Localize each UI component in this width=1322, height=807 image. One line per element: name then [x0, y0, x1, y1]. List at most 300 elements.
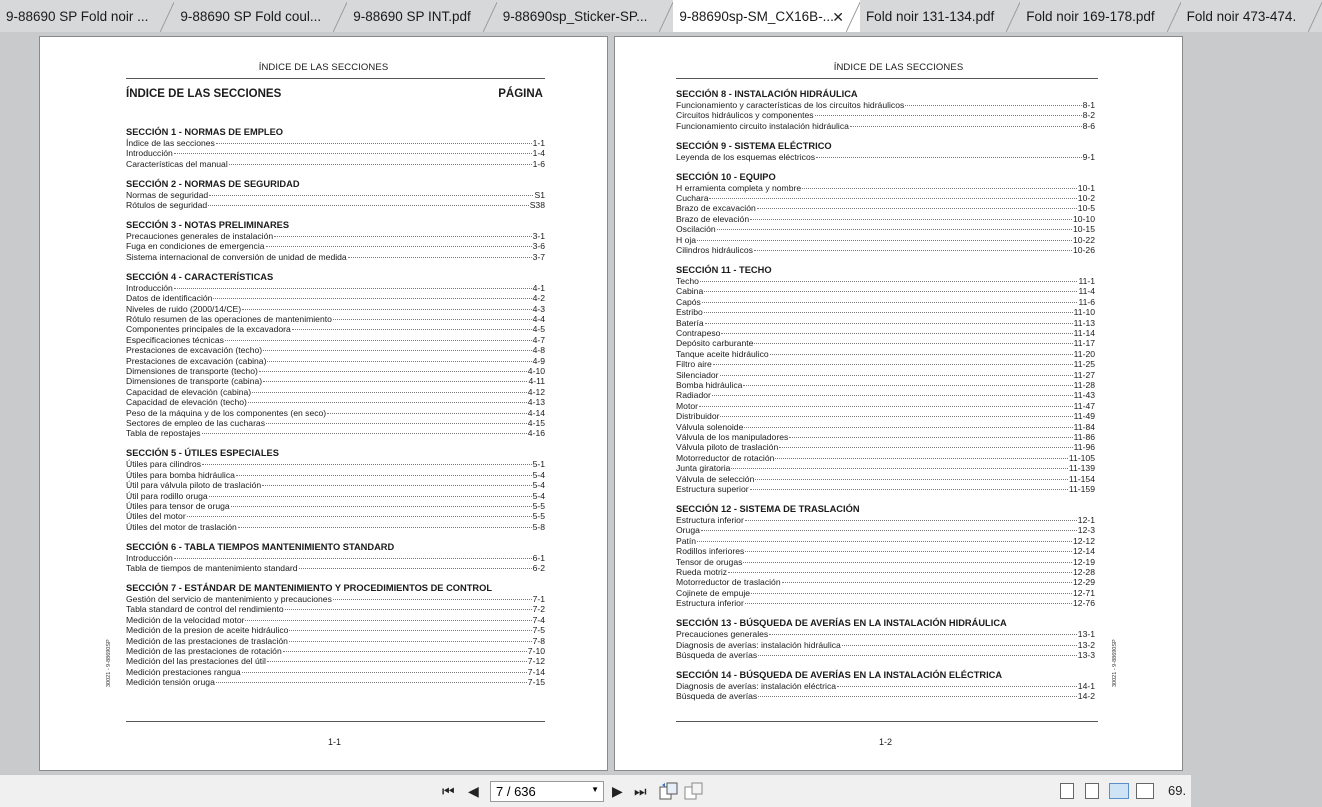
toc-entry-label: Búsqueda de averías — [676, 691, 758, 702]
first-page-icon[interactable]: ⏮ — [442, 783, 455, 799]
dot-leader — [299, 568, 532, 569]
toc-entry — [676, 307, 1095, 317]
toc-entry-page: S1 — [534, 189, 545, 200]
toc-entry — [676, 401, 1095, 411]
tab-1[interactable] — [174, 0, 347, 32]
dot-leader — [348, 257, 532, 258]
tab-label: 9-88690 SP Fold noir ... — [6, 8, 149, 24]
toc-entry-label: Estructura inferior — [676, 598, 744, 609]
dot-leader — [697, 541, 1072, 542]
toc-entry — [676, 297, 1095, 307]
toc-entry-page: 7-5 — [532, 625, 545, 636]
toc-entry-label: Componentes principales de la excavadora — [126, 324, 291, 335]
toc-entry-page: 6-2 — [532, 563, 545, 574]
toc-entry — [676, 411, 1095, 421]
tab-label: Fold noir 473-474. — [1186, 8, 1297, 24]
table-of-contents — [676, 88, 1095, 710]
toc-entry-page: 7-15 — [527, 677, 545, 688]
section-title: SECCIÓN 6 - TABLA TIEMPOS MANTENIMIENTO STANDARD — [126, 541, 395, 552]
header-rule — [126, 78, 545, 79]
dot-leader — [713, 364, 1073, 365]
toc-entry-page: 11-154 — [1068, 473, 1095, 484]
toc-entry — [676, 463, 1095, 473]
dot-leader — [213, 298, 531, 299]
toc-entry — [676, 245, 1095, 255]
dot-leader — [225, 340, 532, 341]
dot-leader — [755, 479, 1068, 480]
dot-leader — [717, 229, 1072, 230]
toc-entry-label: Batería — [676, 317, 704, 328]
toc-entry — [676, 442, 1095, 452]
toc-entry-page: 10-22 — [1073, 234, 1095, 245]
toc-entry — [126, 470, 545, 480]
toc-entry-page: 11-27 — [1073, 369, 1095, 380]
chevron-down-icon: ▼ — [591, 785, 599, 794]
toc-section — [126, 178, 545, 211]
toc-entry-label: Cilindros hidráulicos — [676, 245, 753, 256]
dot-leader — [259, 371, 527, 372]
toc-entry-page: 4-8 — [532, 345, 545, 356]
document-viewer[interactable] — [0, 33, 1191, 774]
toc-entry-label: Dimensiones de transporte (techo) — [126, 366, 258, 376]
dot-leader — [209, 496, 532, 497]
toc-entry-page: 1-6 — [532, 158, 545, 169]
toc-entry-page: 11-17 — [1073, 338, 1095, 349]
section-title: SECCIÓN 8 - INSTALACIÓN HIDRÁULICA — [676, 89, 858, 99]
section-title: SECCIÓN 4 - CARACTERÍSTICAS — [126, 271, 274, 282]
toc-entry — [676, 110, 1095, 120]
toc-section — [676, 669, 1095, 702]
toc-entry-label: Depósito carburante — [676, 338, 754, 349]
pdf-page-left — [39, 36, 608, 771]
toc-entry-page: 11-159 — [1068, 484, 1095, 495]
toc-entry-label: Medición tensión oruga — [126, 677, 215, 688]
tab-7[interactable] — [1181, 0, 1322, 32]
toc-entry — [676, 359, 1095, 369]
dot-leader — [700, 281, 1078, 282]
dot-leader — [229, 164, 532, 165]
toc-section — [676, 264, 1095, 495]
toc-entry-page: 11-86 — [1073, 432, 1095, 443]
toc-entry-page: 12-29 — [1073, 577, 1095, 588]
zoom-level[interactable]: 69. — [1168, 783, 1187, 798]
section-title: SECCIÓN 13 - BÚSQUEDA DE AVERÍAS EN LA INSTALACIÓN HIDRÁULICA — [676, 618, 1007, 629]
toc-entry-label: Cojinete de empuje — [676, 587, 751, 598]
toc-entry-label: Útiles del motor de traslación — [126, 521, 237, 532]
two-page-continuous-view-icon[interactable] — [1136, 783, 1154, 799]
tab-0[interactable] — [0, 0, 174, 32]
section-title: SECCIÓN 1 - NORMAS DE EMPLEO — [126, 127, 284, 137]
toc-entry — [126, 636, 545, 646]
dot-leader — [289, 630, 531, 631]
toc-entry-label: Útiles para cilindros — [126, 459, 201, 470]
toc-entry — [126, 418, 545, 428]
dot-leader — [327, 413, 527, 414]
toc-entry — [126, 501, 545, 511]
toc-entry-page: 12-14 — [1073, 546, 1095, 557]
page-number-select[interactable] — [490, 781, 604, 802]
dot-leader — [720, 416, 1072, 417]
toc-entry-page: 1-1 — [532, 138, 545, 148]
toc-entry-page: 4-9 — [532, 355, 545, 366]
dot-leader — [262, 485, 531, 486]
toc-entry-label: Introducción — [126, 552, 173, 563]
toc-entry — [126, 459, 545, 469]
toc-entry — [126, 335, 545, 345]
toc-entry — [126, 656, 545, 666]
dot-leader — [231, 506, 532, 507]
toc-entry-page: 3-1 — [532, 231, 545, 242]
toc-entry — [126, 553, 545, 563]
toc-entry — [676, 474, 1095, 484]
toc-entry-label: Capacidad de elevación (techo) — [126, 397, 247, 408]
toc-entry — [676, 235, 1095, 245]
toc-entry — [676, 422, 1095, 432]
dot-leader — [208, 205, 528, 206]
toc-entry-page: 11-6 — [1078, 296, 1095, 307]
dot-leader — [728, 572, 1072, 573]
toc-entry — [126, 677, 545, 687]
toc-entry-page: 11-84 — [1073, 421, 1095, 432]
dot-leader — [174, 153, 532, 154]
toc-entry-page: 7-12 — [527, 656, 545, 667]
toc-entry — [676, 390, 1095, 400]
fit-page-icon[interactable] — [684, 782, 704, 800]
toc-entry-label: Diagnosis de averías: instalación eléctrica — [676, 680, 837, 691]
toc-entry — [126, 283, 545, 293]
dot-leader — [266, 423, 527, 424]
toc-entry-page: 8-2 — [1082, 110, 1095, 121]
toc-entry-page: 7-8 — [532, 635, 545, 646]
toc-entry-label: Búsqueda de averías — [676, 649, 758, 660]
toc-entry — [126, 376, 545, 386]
tab-2[interactable] — [347, 0, 497, 32]
toc-entry — [676, 349, 1095, 359]
toc-entry-page: 5-8 — [532, 521, 545, 532]
dot-leader — [267, 361, 531, 362]
dot-leader — [743, 562, 1072, 563]
dot-leader — [292, 329, 532, 330]
section-title: SECCIÓN 7 - ESTÁNDAR DE MANTENIMIENTO Y PROCEDIMIENTOS DE CONTROL — [126, 583, 493, 593]
toc-entry-label: H erramienta completa y nombre — [676, 182, 802, 193]
toc-entry-page: 8-1 — [1082, 100, 1095, 110]
toc-entry-page: 12-76 — [1073, 598, 1095, 609]
next-page-icon[interactable]: ▶ — [612, 783, 623, 799]
dot-leader — [202, 464, 532, 465]
toc-entry-page: 10-10 — [1073, 213, 1095, 224]
toc-entry-page: 3-6 — [532, 241, 545, 252]
toc-entry — [126, 231, 545, 241]
toc-entry-label: Cuchara — [676, 193, 709, 204]
dot-leader — [720, 375, 1073, 376]
toc-entry-page: 4-14 — [527, 407, 545, 418]
rotate-view-icon[interactable] — [659, 782, 679, 800]
tab-bar — [0, 0, 1297, 32]
toc-section — [676, 140, 1095, 162]
two-page-view-icon[interactable] — [1109, 783, 1129, 799]
toc-entry-page: 5-5 — [532, 511, 545, 522]
toc-entry-label: Útiles para tensor de oruga — [126, 500, 230, 511]
toc-entry-page: 11-20 — [1073, 348, 1095, 359]
toc-entry — [676, 588, 1095, 598]
toc-section — [126, 126, 545, 169]
toc-entry — [126, 314, 545, 324]
toc-entry-page: 4-4 — [532, 313, 545, 324]
dot-leader — [704, 312, 1073, 313]
toc-entry — [676, 598, 1095, 608]
toc-entry-label: Útiles para bomba hidráulica — [126, 469, 235, 480]
tab-3[interactable] — [497, 0, 674, 32]
toc-entry — [676, 121, 1095, 131]
toc-entry-label: Rótulos de seguridad — [126, 200, 208, 211]
continuous-view-icon[interactable] — [1085, 783, 1099, 799]
toc-entry-label: Brazo de excavación — [676, 203, 756, 214]
toc-entry — [126, 667, 545, 677]
dot-leader — [815, 115, 1082, 116]
toc-entry-label: Silenciador — [676, 369, 719, 380]
toc-entry-label: Útil para rodillo oruga — [126, 490, 208, 501]
toc-entry — [126, 563, 545, 573]
toc-entry-page: 14-1 — [1077, 680, 1095, 691]
toc-section — [126, 582, 545, 688]
toc-entry-page: 7-1 — [532, 594, 545, 604]
toc-entry — [126, 625, 545, 635]
toc-entry-label: Introducción — [126, 282, 173, 293]
tab-label: 9-88690sp_Sticker-SP... — [502, 8, 648, 24]
toc-entry — [126, 138, 545, 148]
toc-entry-label: Junta giratoria — [676, 463, 731, 474]
dot-leader — [216, 143, 532, 144]
page-footer-number: 1-2 — [879, 737, 893, 747]
toc-entry-page: 4-10 — [527, 366, 545, 376]
dot-leader — [283, 651, 527, 652]
page-footer-number: 1-1 — [328, 737, 342, 747]
dot-leader — [750, 219, 1072, 220]
toc-entry — [126, 304, 545, 314]
toc-entry — [126, 397, 545, 407]
toc-entry-label: Estribo — [676, 307, 703, 318]
toc-entry — [126, 604, 545, 614]
tab-6[interactable] — [1020, 0, 1180, 32]
running-head: ÍNDICE DE LAS SECCIONES — [833, 62, 964, 73]
dot-leader — [754, 343, 1072, 344]
toc-entry — [676, 681, 1095, 691]
toc-entry-page: 4-1 — [532, 282, 545, 293]
dot-leader — [712, 395, 1073, 396]
dot-leader — [757, 208, 1077, 209]
toc-entry-label: Patín — [676, 535, 697, 546]
dot-leader — [816, 157, 1082, 158]
toc-entry-label: Prestaciones de excavación (cabina) — [126, 355, 267, 366]
toc-section — [676, 88, 1095, 131]
prev-page-icon[interactable]: ◀ — [468, 783, 479, 799]
toc-entry-page: 12-12 — [1073, 535, 1095, 546]
toc-entry — [676, 193, 1095, 203]
dot-leader — [216, 682, 527, 683]
toc-entry-page: 7-14 — [527, 666, 545, 677]
toc-entry-label: Dimensiones de transporte (cabina) — [126, 376, 263, 387]
dot-leader — [769, 634, 1077, 635]
section-title: SECCIÓN 14 - BÚSQUEDA DE AVERÍAS EN LA INSTALACIÓN ELÉCTRICA — [676, 669, 1003, 680]
toc-entry-page: 4-13 — [527, 397, 545, 408]
toc-section — [126, 271, 545, 439]
dot-leader — [745, 551, 1072, 552]
toc-entry — [126, 387, 545, 397]
dot-leader — [702, 302, 1078, 303]
section-title: SECCIÓN 10 - EQUIPO — [676, 171, 776, 182]
toc-entry-label: Introducción — [126, 148, 173, 159]
toc-entry — [676, 650, 1095, 660]
toc-entry — [676, 536, 1095, 546]
toc-entry-label: Tabla de tiempos de mantenimiento standard — [126, 563, 298, 574]
toc-entry-label: Tabla standard de control del rendimiento — [126, 604, 284, 615]
dot-leader — [731, 468, 1067, 469]
toc-entry-page: 12-19 — [1073, 556, 1095, 567]
single-page-view-icon[interactable] — [1060, 783, 1074, 799]
dot-leader — [174, 288, 532, 289]
dot-leader — [745, 603, 1072, 604]
toc-entry-label: Leyenda de los esquemas eléctricos — [676, 151, 816, 162]
toc-entry-label: Precauciones generales de instalación — [126, 231, 274, 242]
toc-entry-page: 4-12 — [527, 386, 545, 397]
toc-entry-label: Capós — [676, 296, 701, 307]
dot-leader — [248, 402, 527, 403]
dot-leader — [837, 686, 1077, 687]
toc-entry — [676, 515, 1095, 525]
toc-entry — [676, 432, 1095, 442]
toc-entry-page: 6-1 — [532, 552, 545, 563]
tab-5[interactable] — [860, 0, 1020, 32]
toc-entry-label: Circuitos hidráulicos y componentes — [676, 110, 814, 121]
toc-entry-label: Niveles de ruido (2000/14/CE) — [126, 303, 242, 314]
toc-entry-page: 5-5 — [532, 500, 545, 511]
dot-leader — [789, 437, 1072, 438]
dot-leader — [850, 126, 1082, 127]
toc-entry-page: 11-4 — [1078, 286, 1095, 297]
dot-leader — [333, 599, 532, 600]
toc-entry-page: 5-4 — [532, 469, 545, 480]
toc-entry-label: Especificaciones técnicas — [126, 334, 224, 345]
toc-entry-label: Contrapeso — [676, 328, 721, 338]
toc-entry — [676, 328, 1095, 338]
dot-leader — [758, 696, 1077, 697]
toc-entry-label: Techo — [676, 275, 699, 286]
toc-entry-page: 7-2 — [532, 604, 545, 615]
toc-entry-label: Válvula de selección — [676, 473, 755, 484]
toc-entry — [676, 100, 1095, 110]
toc-entry-label: Medición del las prestaciones del útil — [126, 656, 266, 667]
toc-entry-label: Radiador — [676, 390, 711, 401]
toc-entry — [676, 484, 1095, 494]
dot-leader — [252, 392, 527, 393]
toc-entry-label: Sistema internacional de conversión de unidad de medida — [126, 251, 347, 262]
dot-leader — [701, 530, 1077, 531]
toc-entry-label: Prestaciones de excavación (techo) — [126, 345, 263, 356]
toc-entry — [126, 480, 545, 490]
toc-section — [126, 447, 545, 532]
toc-entry — [126, 408, 545, 418]
last-page-icon[interactable]: ⏭ — [634, 783, 647, 799]
dot-leader — [745, 520, 1077, 521]
toc-entry-label: Rueda motriz — [676, 567, 728, 578]
toc-section — [126, 219, 545, 262]
toc-entry-label: Oruga — [676, 525, 700, 536]
toc-entry — [126, 159, 545, 169]
toc-section — [676, 171, 1095, 256]
dot-leader — [782, 582, 1072, 583]
close-icon[interactable]: ✕ — [832, 9, 844, 25]
dot-leader — [751, 593, 1072, 594]
toc-entry-page: 10-26 — [1073, 245, 1095, 256]
section-title: SECCIÓN 11 - TECHO — [676, 264, 772, 275]
toc-entry-page: 11-105 — [1068, 452, 1095, 463]
dot-leader — [333, 319, 532, 320]
toc-entry-page: 10-15 — [1073, 224, 1095, 235]
toc-entry-page: 11-49 — [1073, 411, 1095, 422]
tab-label: 9-88690 SP Fold coul... — [180, 8, 322, 24]
toc-entry-page: 5-4 — [532, 490, 545, 501]
toc-entry-page: 11-43 — [1073, 390, 1095, 401]
dot-leader — [697, 240, 1072, 241]
toc-entry-page: 3-7 — [532, 251, 545, 262]
toc-entry-label: Tensor de orugas — [676, 556, 743, 567]
toc-entry-label: Características del manual — [126, 158, 228, 169]
toc-entry-page: 13-3 — [1077, 649, 1095, 660]
toc-section — [126, 541, 545, 574]
tab-4[interactable] — [673, 0, 860, 32]
toc-entry-label: Rodillos inferiores — [676, 546, 745, 557]
dot-leader — [709, 198, 1076, 199]
toc-entry-page: 5-4 — [532, 480, 545, 491]
tab-label: 9-88690 SP INT.pdf — [353, 8, 471, 24]
toc-entry — [676, 453, 1095, 463]
dot-leader — [905, 105, 1081, 106]
toc-entry-label: Tanque aceite hidráulico — [676, 348, 769, 359]
dot-leader — [209, 195, 533, 196]
toc-entry — [126, 252, 545, 262]
side-code: 30021 - 9-88690SP — [1112, 639, 1118, 687]
dot-leader — [699, 406, 1073, 407]
dot-leader — [743, 385, 1072, 386]
dot-leader — [758, 655, 1077, 656]
toc-entry-label: Peso de la máquina y de los componentes (en seco) — [126, 407, 327, 418]
toc-entry — [676, 224, 1095, 234]
status-bar — [0, 774, 1191, 807]
toc-entry — [676, 577, 1095, 587]
toc-entry-label: H oja — [676, 234, 697, 245]
toc-entry — [676, 525, 1095, 535]
section-title: SECCIÓN 3 - NOTAS PRELIMINARES — [126, 220, 290, 231]
toc-entry-page: 14-2 — [1077, 691, 1095, 702]
toc-entry-label: Distribuidor — [676, 411, 720, 422]
toc-entry — [676, 640, 1095, 650]
toc-entry-label: Funcionamiento circuito instalación hidráulica — [676, 120, 849, 131]
header-rule — [676, 78, 1098, 79]
dot-leader — [266, 246, 532, 247]
toc-entry — [126, 646, 545, 656]
toc-entry-label: Medición prestaciones rangua — [126, 666, 241, 677]
dot-leader — [750, 489, 1068, 490]
toc-entry — [126, 615, 545, 625]
toc-entry — [676, 546, 1095, 556]
dot-leader — [704, 291, 1077, 292]
toc-entry-page: 12-71 — [1073, 587, 1095, 598]
tab-label: Fold noir 131-134.pdf — [865, 8, 995, 24]
toc-entry-page: 11-1 — [1078, 275, 1095, 286]
toc-entry-page: 11-28 — [1073, 380, 1095, 391]
page-indicator: 7 / 636 — [496, 784, 536, 799]
toc-entry-label: Útil para válvula piloto de traslación — [126, 480, 262, 491]
